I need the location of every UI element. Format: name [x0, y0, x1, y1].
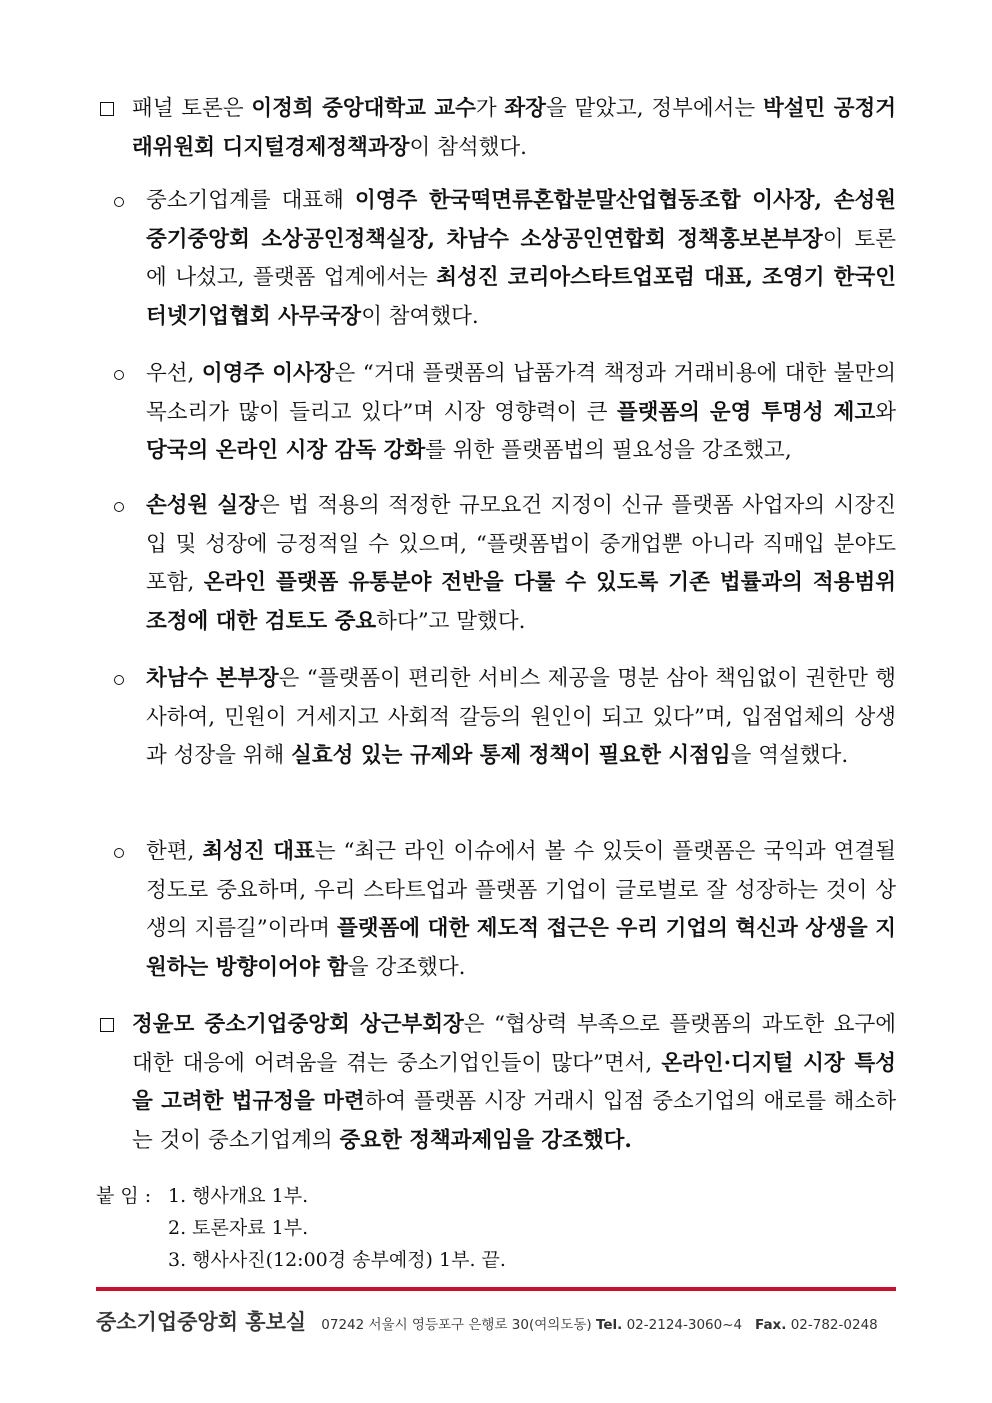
- paragraph-lee-youngju: [96, 355, 896, 471]
- emphasized-text: 최성진 코리아스타트업포럼 대표, 조영기 한국인터넷기업협회 사무국장: [146, 265, 896, 329]
- attachment-item: 3. 행사사진(12:00경 송부예정) 1부. 끝.: [168, 1249, 506, 1271]
- paragraph-text: [146, 660, 896, 776]
- paragraph-panel-chair: [96, 90, 896, 167]
- body-text: 이 토론에 나섰고, 플랫폼 업계에서는: [146, 226, 896, 290]
- body-text: 이 참여했다.: [361, 303, 479, 329]
- circle-bullet-icon: [96, 660, 132, 699]
- emphasized-text: 중요한 정책과제임을 강조했다.: [339, 1127, 632, 1153]
- body-text: 중소기업계를 대표해: [146, 188, 355, 213]
- emphasized-text: 이영주 한국떡면류혼합분말산업협동조합 이사장, 손성원 중기중앙회 소상공인정책실장, 차남수 소상공인연합회 정책홍보본부장: [146, 188, 896, 252]
- body-text: 우선,: [146, 361, 202, 386]
- attachments: [96, 1180, 506, 1276]
- body-text: 를 위한 플랫폼법의 필요성을 강조했고,: [425, 438, 792, 463]
- footer-tel: 02-2124-3060~4: [626, 1317, 743, 1333]
- emphasized-text: 최성진 대표: [202, 839, 315, 864]
- body-text: 패널 토론은: [132, 96, 252, 121]
- body-text: 은 “거대 플랫폼의 납품가격 책정과 거래비용에 대한 불만의 목소리가 많이 들리고 있다”며 시장 영향력이 큰: [146, 361, 896, 425]
- emphasized-text: 정윤모 중소기업중앙회 상근부회장: [132, 1012, 464, 1037]
- footer: [96, 1306, 896, 1336]
- circle-bullet-icon: [96, 182, 132, 221]
- paragraph-cha-namsu: [96, 660, 896, 776]
- body-text: 은 “협상력 부족으로 플랫폼의 과도한 요구에 대한 대응에 어려움을 겪는 중소기업인들이 많다”면서,: [132, 1012, 896, 1076]
- footer-divider: [96, 1287, 896, 1291]
- paragraph-son-sungwon: [96, 487, 896, 641]
- body-text: 은 “플랫폼이 편리한 서비스 제공을 명분 삼아 책임없이 권한만 행사하여, 민원이 거세지고 사회적 갈등의 원인이 되고 있다”며, 입점업체의 상생과 성장을 위해: [146, 666, 896, 768]
- emphasized-text: 당국의 온라인 시장 감독 강화: [146, 438, 426, 463]
- emphasized-text: 차남수 본부장: [146, 666, 279, 691]
- body-text: 을 강조했다.: [347, 954, 466, 980]
- paragraph-text: [146, 487, 896, 641]
- paragraph-participants: [96, 182, 896, 336]
- paragraph-jeong-yunmo: [96, 1006, 896, 1160]
- emphasized-text: 이영주 이사장: [201, 361, 335, 386]
- emphasized-text: 온라인 플랫폼 유통분야 전반을 다룰 수 있도록 기존 법률과의 적용범위 조정에 대한 검토도 중요: [146, 570, 896, 634]
- footer-org-name: 중소기업중앙회 홍보실: [96, 1310, 307, 1334]
- paragraph-text: [146, 833, 896, 987]
- footer-fax-label: Fax.: [755, 1317, 787, 1333]
- body-text: 와: [875, 399, 896, 425]
- circle-bullet-icon: [96, 487, 132, 526]
- body-text: 하여 플랫폼 시장 거래시 입점 중소기업의 애로를 해소하는 것이 중소기업계의: [132, 1089, 896, 1153]
- footer-tel-label: Tel.: [595, 1317, 623, 1333]
- square-bullet-icon: [96, 1006, 132, 1046]
- emphasized-text: 실효성 있는 규제와 통제 정책이 필요한 시점임: [291, 743, 731, 768]
- attachment-item: 1. 행사개요 1부.: [168, 1185, 309, 1207]
- circle-bullet-icon: [96, 355, 132, 394]
- body-text: 가: [475, 96, 505, 121]
- circle-bullet-icon: [96, 833, 132, 872]
- paragraph-text: [132, 90, 896, 167]
- attachments-label: 붙 임 :: [96, 1185, 152, 1207]
- emphasized-text: 플랫폼에 대한 제도적 접근은 우리 기업의 혁신과 상생을 지원하는 방향이어야 함: [146, 916, 896, 980]
- emphasized-text: 좌장: [504, 96, 546, 121]
- body-text: 이 참석했다.: [409, 134, 527, 160]
- body-text: 을 맡았고, 정부에서는: [545, 96, 763, 121]
- footer-address: 07242 서울시 영등포구 은행로 30(여의도동): [321, 1317, 592, 1333]
- body-text: 을 역설했다.: [730, 743, 849, 768]
- paragraph-text: [132, 1006, 896, 1160]
- body-text: 한편,: [146, 839, 203, 864]
- body-text: 은 법 적용의 적정한 규모요건 지정이 신규 플랫폼 사업자의 시장진입 및 성장에 긍정적일 수 있으며, “플랫폼법이 중개업뿐 아니라 직매입 분야도 포함,: [146, 493, 896, 595]
- paragraph-choi-sungjin: [96, 833, 896, 987]
- paragraph-text: [146, 182, 896, 336]
- body-text: 는 “최근 라인 이슈에서 볼 수 있듯이 플랫폼은 국익과 연결될 정도로 중요하며, 우리 스타트업과 플랫폼 기업이 글로벌로 잘 성장하는 것이 상생의 지름길”이라며: [146, 839, 896, 941]
- paragraph-text: [146, 355, 896, 471]
- emphasized-text: 온라인·디지털 시장 특성을 고려한 법규정을 마련: [132, 1050, 896, 1114]
- emphasized-text: 플랫폼의 운영 투명성 제고: [616, 399, 876, 425]
- square-bullet-icon: [96, 90, 132, 130]
- emphasized-text: 박설민 공정거래위원회 디지털경제정책과장: [132, 96, 897, 160]
- body-text: 하다”고 말했다.: [376, 608, 526, 634]
- attachment-item: 2. 토론자료 1부.: [168, 1217, 309, 1239]
- footer-fax: 02-782-0248: [790, 1317, 878, 1333]
- emphasized-text: 이정희 중앙대학교 교수: [251, 96, 476, 121]
- emphasized-text: 손성원 실장: [146, 493, 259, 518]
